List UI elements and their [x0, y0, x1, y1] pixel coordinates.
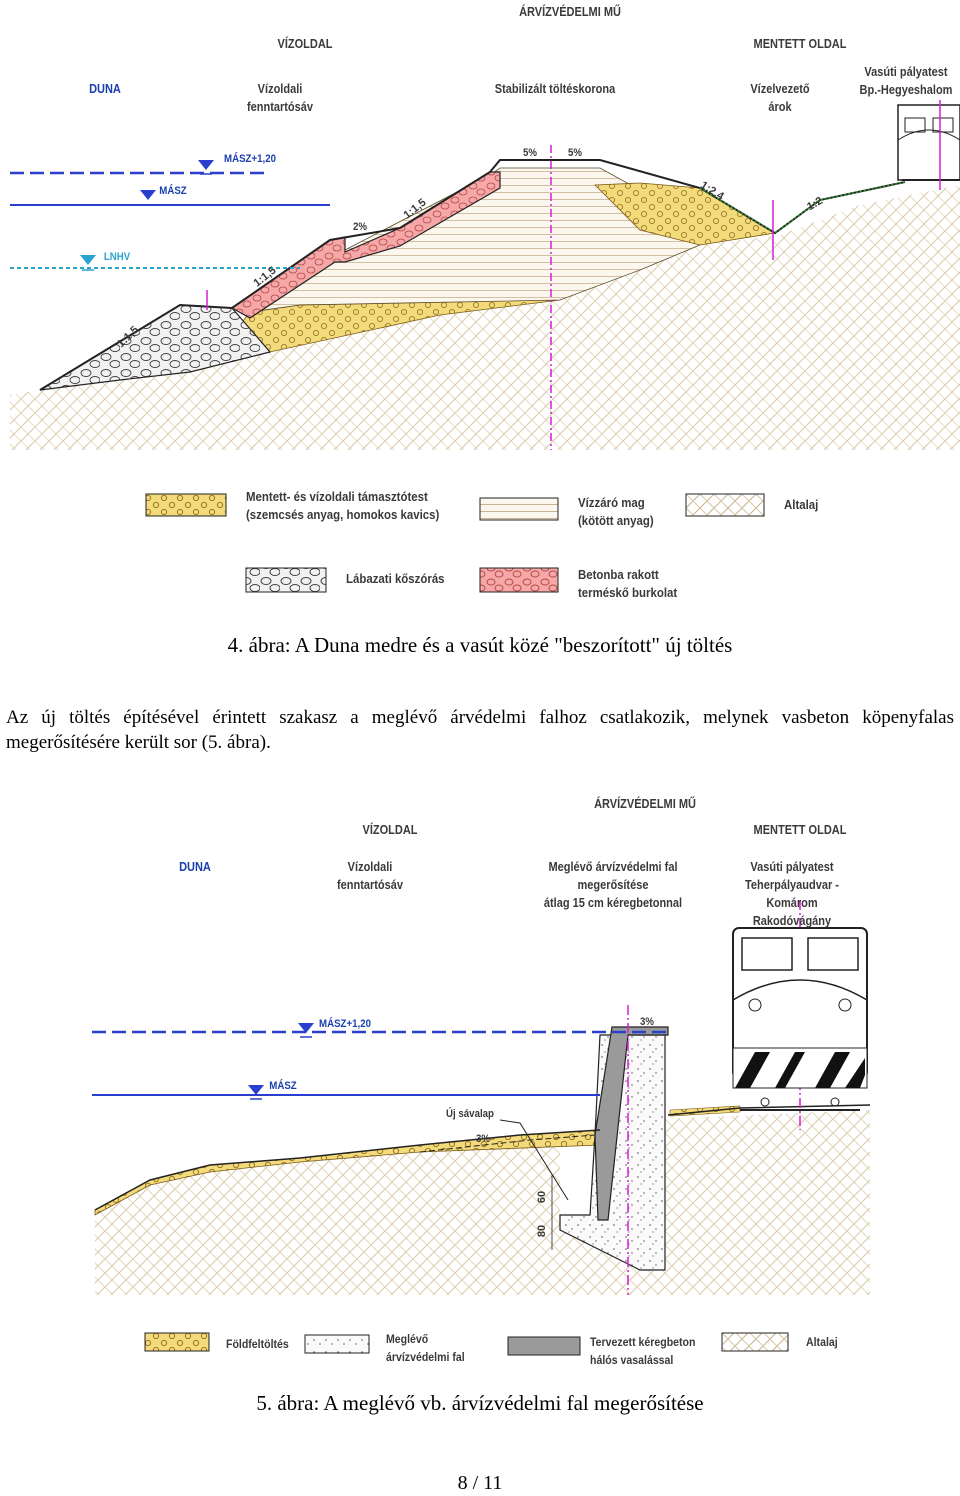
legend-stone-line2: terméskő burkolat [578, 585, 678, 600]
fig5-title: ÁRVÍZVÉDELMI MŰ [594, 797, 696, 811]
legend-stone-line1: Betonba rakott [578, 567, 659, 582]
fig4-title: ÁRVÍZVÉDELMI MŰ [519, 5, 621, 19]
fig5-legend-wall [386, 1330, 465, 1366]
fig4-fenntartosav-line2: fenntartósáv [246, 100, 314, 114]
fig5-pct3b: 3% [476, 1133, 490, 1145]
fig4-slope-c: 1:1,5 [114, 323, 142, 351]
fig5-savalap: Új sávalap [446, 1108, 494, 1120]
fig5-pct3a: 3% [640, 1016, 654, 1028]
fig4-duna: DUNA [89, 82, 121, 96]
legend-support-line1: Mentett- és vízoldali támasztótest [246, 489, 428, 504]
legend-core-line2: (kötött anyag) [578, 513, 654, 528]
fig4-masz: MÁSZ [159, 185, 187, 197]
fig4-slope-a: 1:1,5 [401, 196, 429, 222]
legend-subsoil: Altalaj [784, 497, 819, 512]
fig4-vasut-line2: Bp.-Hegyeshalom [859, 83, 953, 97]
fig5-dim80: 80 [536, 1224, 548, 1238]
fig5-legend-crust [590, 1333, 695, 1369]
fig4-arok-line2: árok [768, 100, 792, 114]
page-number: 8 / 11 [457, 1472, 503, 1494]
legend-core [578, 494, 654, 530]
legend-support [246, 488, 439, 524]
fig4-fenntartosav-line1: Vízoldali [257, 82, 303, 96]
fig5-vasut-line3: Rakodóvágány [752, 914, 832, 928]
fig5-legend-fill: Földfeltöltés [226, 1337, 289, 1351]
body-paragraph: Az új töltés építésével érintett szakasz a meglévő árvédelmi falhoz csatlakozik, melynek vasbeton köpenyfalas megerősítésére került sor (5. ábra). [6, 707, 954, 753]
fig4-pct2: 2% [353, 221, 367, 233]
fig5-vasut-line1: Vasúti pályatest [750, 860, 834, 874]
fig4-pct5a: 5% [523, 147, 537, 159]
fig5-vasut-line2: Teherpályaudvar - Komárom [745, 878, 839, 910]
legend-riprap: Lábazati kőszórás [346, 571, 445, 586]
fig5-legend-crust-line2: hálós vasalással [590, 1353, 674, 1367]
fig5-dim60: 60 [536, 1190, 548, 1204]
fig4-masz120: MÁSZ+1,20 [224, 153, 276, 165]
fig5-fenntartosav-line1: Vízoldali [347, 860, 393, 874]
fig4-vasut-line1: Vasúti pályatest [864, 65, 948, 79]
fig4-korona: Stabilizált töltéskorona [494, 82, 616, 96]
fig4-lnhv: LNHV [103, 251, 131, 263]
fig4-pct5b: 5% [568, 147, 582, 159]
fig4-vizoldal: VÍZOLDAL [277, 37, 333, 51]
fig5-fal [512, 858, 714, 912]
legend-support-line2: (szemcsés anyag, homokos kavics) [246, 507, 440, 522]
fig5-fenntartosav [322, 858, 419, 894]
figure-4-caption: 4. ábra: A Duna medre és a vasút közé "beszorított" új töltés [227, 633, 733, 657]
legend-stone [578, 566, 677, 602]
fig5-legend-crust-line1: Tervezett kéregbeton [590, 1335, 696, 1349]
fig4-vasut [855, 63, 957, 99]
fig5-vasut [722, 858, 863, 930]
fig4-slope-2: 1:2 [805, 194, 825, 214]
fig4-arok [736, 80, 824, 116]
fig5-legend-wall-line2: árvízvédelmi fal [386, 1350, 465, 1364]
figure-5-caption: 5. ábra: A meglévő vb. árvízvédelmi fal megerősítése [256, 1391, 704, 1415]
fig5-fal-line1: Meglévő árvízvédelmi fal megerősítése [548, 860, 678, 892]
fig5-vizoldal: VÍZOLDAL [362, 823, 418, 837]
fig4-arok-line1: Vízelvezető [750, 82, 810, 96]
fig5-legend-subsoil: Altalaj [806, 1335, 838, 1349]
train-icon-2 [733, 928, 867, 1110]
fig4-fenntartosav [232, 80, 329, 116]
fig4-slope-24: 1:2,4 [698, 179, 726, 203]
fig5-masz: MÁSZ [269, 1080, 297, 1092]
fig5-legend-wall-line1: Meglévő [386, 1332, 429, 1346]
fig5-fenntartosav-line2: fenntartósáv [336, 878, 404, 892]
legend-core-line1: Vízzáró mag [578, 495, 645, 510]
train-icon-1 [898, 100, 960, 190]
fig4-slope-b: 1:1,5 [251, 264, 279, 290]
fig5-fal-line2: átlag 15 cm kéregbetonnal [543, 896, 683, 910]
fig5-duna: DUNA [179, 860, 211, 874]
fig4-mentett: MENTETT OLDAL [753, 37, 847, 51]
fig5-mentett: MENTETT OLDAL [753, 823, 847, 837]
fig5-masz120: MÁSZ+1,20 [319, 1018, 371, 1030]
